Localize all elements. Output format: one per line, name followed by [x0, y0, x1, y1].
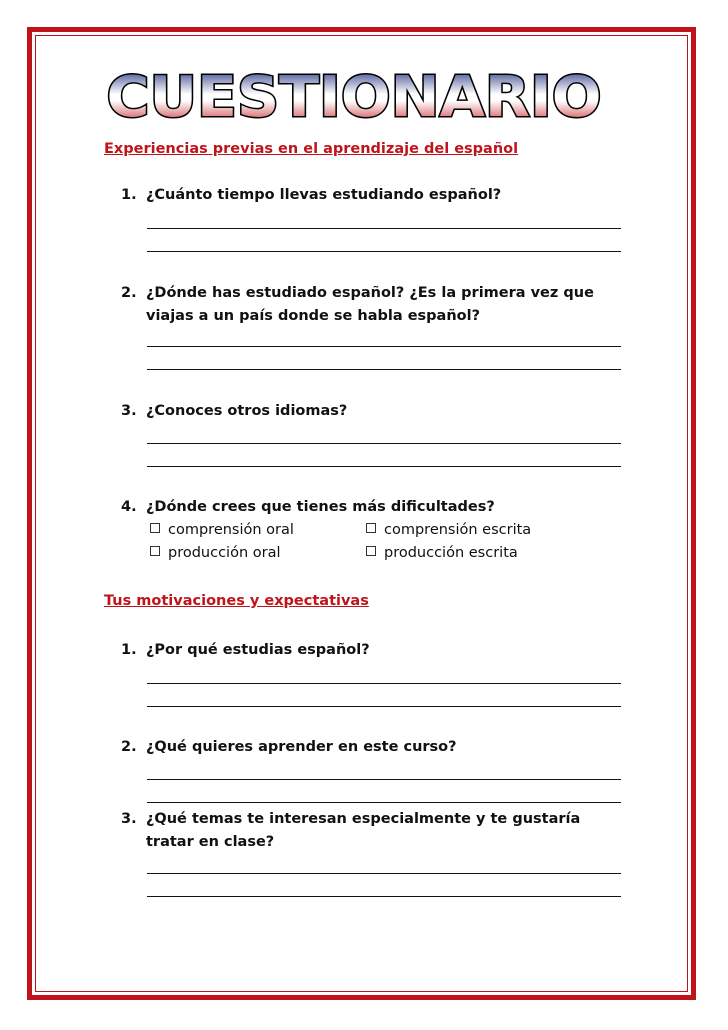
- section-heading-experiencias: Experiencias previas en el aprendizaje del español: [104, 141, 519, 157]
- question-number: 3.: [121, 403, 137, 419]
- answer-line[interactable]: [147, 251, 621, 252]
- question-number: 1.: [121, 187, 137, 203]
- checkbox-icon[interactable]: [150, 523, 160, 533]
- question-text: ¿Qué quieres aprender en este curso?: [146, 739, 457, 755]
- answer-line[interactable]: [147, 779, 621, 780]
- option-label: comprensión escrita: [384, 522, 532, 538]
- title-svg: [104, 66, 604, 128]
- answer-line[interactable]: [147, 443, 621, 444]
- option-produccion-oral[interactable]: [150, 543, 281, 563]
- option-comprension-oral[interactable]: [150, 520, 294, 540]
- option-comprension-escrita[interactable]: [366, 520, 531, 540]
- question-text: ¿Dónde has estudiado español? ¿Es la primera vez que viajas a un país donde se habla español?: [146, 285, 594, 324]
- question-number: 2.: [121, 285, 137, 301]
- question-text: ¿Por qué estudias español?: [146, 642, 370, 658]
- title-wordart: [104, 66, 604, 128]
- option-label: comprensión oral: [168, 522, 294, 538]
- answer-line[interactable]: [147, 346, 621, 347]
- option-label: producción escrita: [384, 545, 518, 561]
- question-text: ¿Qué temas te interesan especialmente y te gustaría tratar en clase?: [146, 811, 581, 850]
- question-text: ¿Cuánto tiempo llevas estudiando español?: [146, 187, 502, 203]
- answer-line[interactable]: [147, 802, 621, 803]
- answer-line[interactable]: [147, 369, 621, 370]
- checkbox-icon[interactable]: [366, 523, 376, 533]
- answer-line[interactable]: [147, 896, 621, 897]
- question-text: ¿Dónde crees que tienes más dificultades?: [146, 499, 495, 515]
- answer-line[interactable]: [147, 228, 621, 229]
- option-label: producción oral: [168, 545, 281, 561]
- question-text: ¿Conoces otros idiomas?: [146, 403, 348, 419]
- question-number: 4.: [121, 499, 137, 515]
- page-title: CUESTIONARIO: [106, 66, 602, 128]
- checkbox-icon[interactable]: [150, 546, 160, 556]
- question-number: 1.: [121, 642, 137, 658]
- option-produccion-escrita[interactable]: [366, 543, 518, 563]
- question-number: 2.: [121, 739, 137, 755]
- section-heading-motivaciones: Tus motivaciones y expectativas: [104, 593, 369, 609]
- question-number: 3.: [121, 811, 137, 827]
- answer-line[interactable]: [147, 706, 621, 707]
- answer-line[interactable]: [147, 466, 621, 467]
- checkbox-icon[interactable]: [366, 546, 376, 556]
- answer-line[interactable]: [147, 683, 621, 684]
- answer-line[interactable]: [147, 873, 621, 874]
